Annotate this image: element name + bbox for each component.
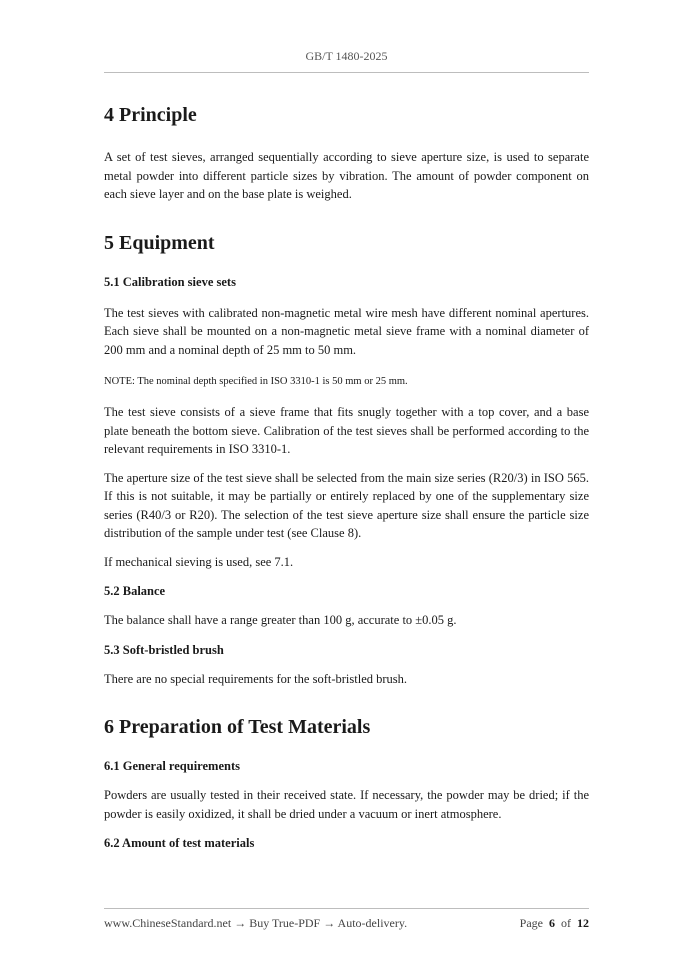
- section-5-1-paragraph-4: If mechanical sieving is used, see 7.1.: [104, 554, 294, 569]
- section-5-2-heading: 5.2 Balance: [104, 584, 166, 598]
- section-5-1-paragraph-1: The test sieves with calibrated non-magnetic metal wire mesh have different nominal apertures. Each sieve shall be mounted on a non-magnetic metal sieve frame with a nominal diameter of 200 mm and a nominal depth of 25 mm to 50 mm.: [104, 305, 589, 357]
- header-divider: [104, 72, 589, 73]
- running-header: GB/T 1480-2025: [305, 49, 388, 63]
- section-5-heading: 5 Equipment: [104, 231, 215, 254]
- section-5-1-paragraph-3: The aperture size of the test sieve shall be selected from the main size series (R20/3) in ISO 565. If this is not suitable, it may be partially or entirely replaced by one of the supplementary size series (R40/3 or R20). The selection of the test sieve aperture size shall ensure the particle size distribution of the sample under test (see Clause 8).: [104, 470, 589, 540]
- section-5-1-paragraph-2: The test sieve consists of a sieve frame that fits snugly together with a top cover, and a base plate beneath the bottom sieve. Calibration of the test sieves shall be performed according to the relevant requirements in ISO 3310-1.: [104, 405, 589, 456]
- page-content: [104, 100, 589, 851]
- footer-divider: [104, 908, 589, 909]
- page-word: Page: [519, 916, 543, 930]
- section-6-1-paragraph: Powders are usually tested in their received state. If necessary, the powder may be dried; if the powder is easily oxidized, it shall be dried under a vacuum or inert atmosphere.: [104, 788, 589, 821]
- total-pages: 12: [577, 916, 589, 930]
- section-6-heading: 6 Preparation of Test Materials: [104, 716, 371, 738]
- page-footer: [104, 916, 589, 931]
- section-5-3-paragraph: There are no special requirements for the soft-bristled brush.: [104, 671, 408, 686]
- section-5-1-note: NOTE: The nominal depth specified in ISO 3310-1 is 50 mm or 25 mm.: [104, 376, 408, 387]
- section-5-1-heading: 5.1 Calibration sieve sets: [104, 274, 236, 289]
- section-5-3-heading: 5.3 Soft-bristled brush: [104, 642, 224, 657]
- page-of-word: of: [561, 916, 571, 930]
- section-5-2-paragraph: The balance shall have a range greater than 100 g, accurate to ±0.05 g.: [104, 613, 457, 627]
- section-6-2-heading: 6.2 Amount of test materials: [104, 836, 255, 850]
- page-number: [520, 916, 589, 931]
- section-4-heading: 4 Principle: [104, 104, 197, 126]
- section-6-1-heading: 6.1 General requirements: [104, 759, 240, 773]
- section-4-paragraph: A set of test sieves, arranged sequentially according to sieve aperture size, is used to separate metal powder into different particle sizes by vibration. The amount of powder component on each sieve layer and on the base plate is weighed.: [104, 150, 589, 201]
- current-page: 6: [549, 916, 555, 930]
- footer-store-link[interactable]: www.ChineseStandard.net → Buy True-PDF → Auto-delivery.: [104, 916, 408, 930]
